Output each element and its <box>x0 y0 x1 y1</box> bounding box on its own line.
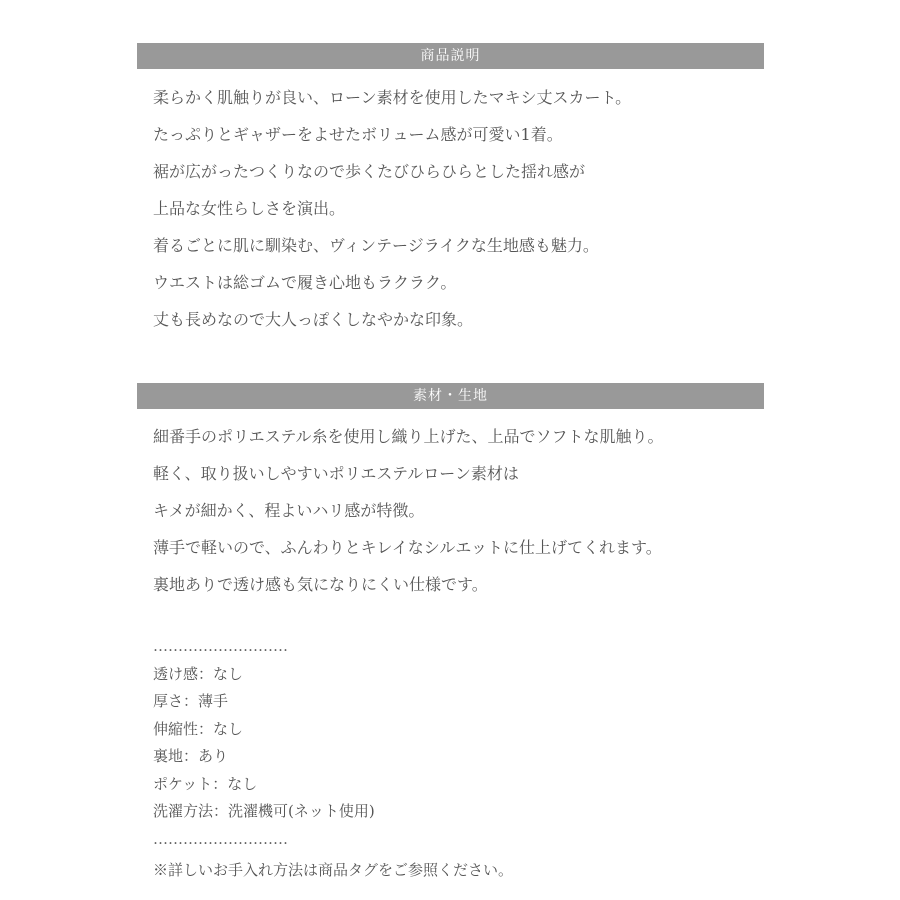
spec-divider-bottom: ……………………… <box>153 829 288 848</box>
description-line-7: 丈も長めなので大人っぽくしなやかな印象。 <box>153 310 474 329</box>
description-line-2: たっぷりとギャザーをよせたボリューム感が可愛い1着。 <box>153 125 563 144</box>
material-line-2: 軽く、取り扱いしやすいポリエステルローン素材は <box>153 464 519 483</box>
spec-divider-top: ……………………… <box>153 637 288 655</box>
section-header-material: 素材・生地 <box>137 383 764 409</box>
spec-item-washing: 洗濯方法：洗濯機可(ネット使用) <box>153 802 375 820</box>
material-line-1: 細番手のポリエステル糸を使用し織り上げた、上品でソフトな肌触り。 <box>153 427 664 446</box>
description-text-block <box>153 79 631 338</box>
spec-item-pocket: ポケット：なし <box>153 774 258 793</box>
material-text-block <box>153 418 664 603</box>
description-line-5: 着るごとに肌に馴染む、ヴィンテージライクな生地感も魅力。 <box>153 236 599 255</box>
spec-item-stretch: 伸縮性：なし <box>153 719 244 738</box>
spec-item-transparency: 透け感：なし <box>153 664 244 683</box>
description-line-1: 柔らかく肌触りが良い、ローン素材を使用したマキシ丈スカート。 <box>153 88 632 107</box>
spec-list <box>153 633 375 853</box>
description-line-4: 上品な女性らしさを演出。 <box>153 199 346 218</box>
spec-item-lining: 裏地：あり <box>153 747 229 765</box>
description-line-6: ウエストは総ゴムで履き心地もラクラク。 <box>153 273 457 292</box>
care-note: ※詳しいお手入れ方法は商品タグをご参照ください。 <box>153 861 514 879</box>
material-line-5: 裏地ありで透け感も気になりにくい仕様です。 <box>153 575 488 594</box>
spec-item-thickness: 厚さ：薄手 <box>153 692 229 710</box>
section-header-description: 商品説明 <box>137 43 764 69</box>
material-line-3: キメが細かく、程よいハリ感が特徴。 <box>153 501 425 520</box>
description-line-3: 裾が広がったつくりなので歩くたびひらひらとした揺れ感が <box>153 162 586 181</box>
material-line-4: 薄手で軽いので、ふんわりとキレイなシルエットに仕上げてくれます。 <box>153 538 662 557</box>
